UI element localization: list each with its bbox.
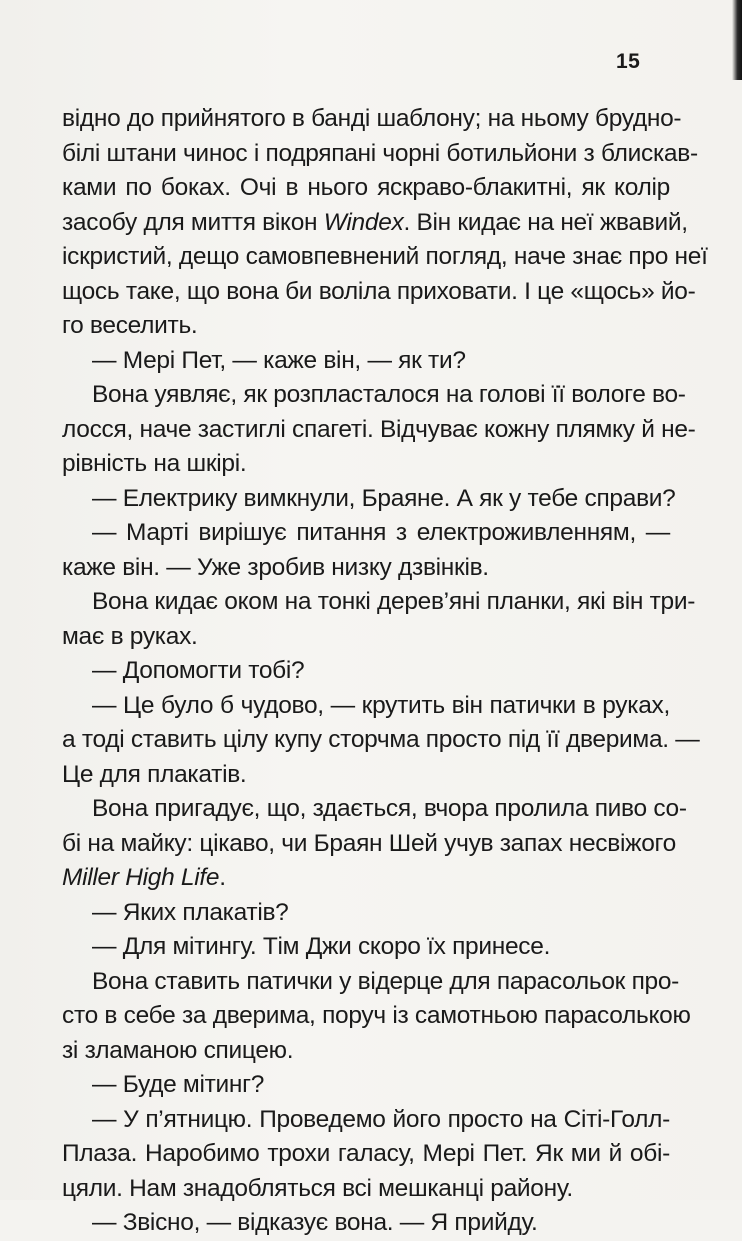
text-line: Вона ставить патички у відерце для парасольок про- [92,967,680,995]
text-line: — Буде мітинг? [92,1071,265,1098]
text-line: відно до прийнятого в банді шаблону; на ньому брудно- [62,105,682,132]
text-line: лосся, наче застиглі спагеті. Відчуває кожну плямку й не- [62,415,696,443]
text-segment: . [219,864,226,891]
text-line: Вона кидає оком на тонкі дерев’яні планки, які він три- [92,588,696,615]
text-line: — У п’ятницю. Проведемо його просто на Сіті-Голл- [92,1105,670,1133]
text-line: Плаза. Наробимо трохи галасу, Мері Пет. Як ми й обі- [62,1140,670,1167]
text-line: — Це було б чудово, — крутить він патички в руках, [92,691,670,719]
text-line: Це для плакатів. [62,760,247,788]
text-line: сто в себе за дверима, поруч із самотньою парасолькою [62,1002,691,1029]
text-line [62,206,688,241]
text-line: щось таке, що вона би воліла приховати. І це «щось» йо- [62,277,696,305]
text-line: іскристий, дещо самовпевнений погляд, наче знає про неї [62,243,708,270]
body-text [62,102,708,1241]
italic-text: Windex [323,208,404,236]
text-line: Вона пригадує, що, здається, вчора пролила пиво со- [92,795,687,822]
text-line: — Марті вирішує питання з електроживленням, — [92,519,670,546]
text-line: го веселить. [62,312,198,339]
text-line: каже він. — Уже зробив низку дзвінків. [62,553,489,581]
text-line: — Для мітингу. Тім Джи скоро їх принесе. [92,933,551,960]
text-line [62,861,670,896]
text-line: — Допомогти тобі? [92,657,305,684]
text-line: — Яких плакатів? [92,898,289,926]
text-line: зі зламаною спицею. [62,1036,294,1064]
text-line: — Електрику вимкнули, Браяне. А як у тебе справи? [92,484,676,512]
text-line: а тоді ставить цілу купу сторчма просто під її дверима. — [62,726,700,753]
text-line: цяли. Нам знадобляться всі мешканці району. [62,1174,573,1202]
page-number: 15 [616,50,641,73]
text-line: — Мері Пет, — каже він, — як ти? [92,346,466,374]
text-line: ками по боках. Очі в нього яскраво-блакитні, як колір [62,174,670,201]
text-line: — Звісно, — відказує вона. — Я прийду. [92,1209,538,1236]
text-segment: . Він кидає на неї жвавий, [403,208,688,236]
text-line: рівність на шкірі. [62,450,247,477]
text-line: бі на майку: цікаво, чи Браян Шей учув запах несвіжого [62,829,676,857]
text-segment: засобу для миття вікон [62,208,324,236]
text-line: Вона уявляє, як розпласталося на голові її вологе во- [92,381,686,408]
text-line: білі штани чинос і подряпані чорні ботильйони з блискав- [62,139,698,167]
text-line: має в руках. [62,622,198,650]
italic-text: Miller High Life [62,864,220,891]
page-edge-shadow [732,0,742,80]
